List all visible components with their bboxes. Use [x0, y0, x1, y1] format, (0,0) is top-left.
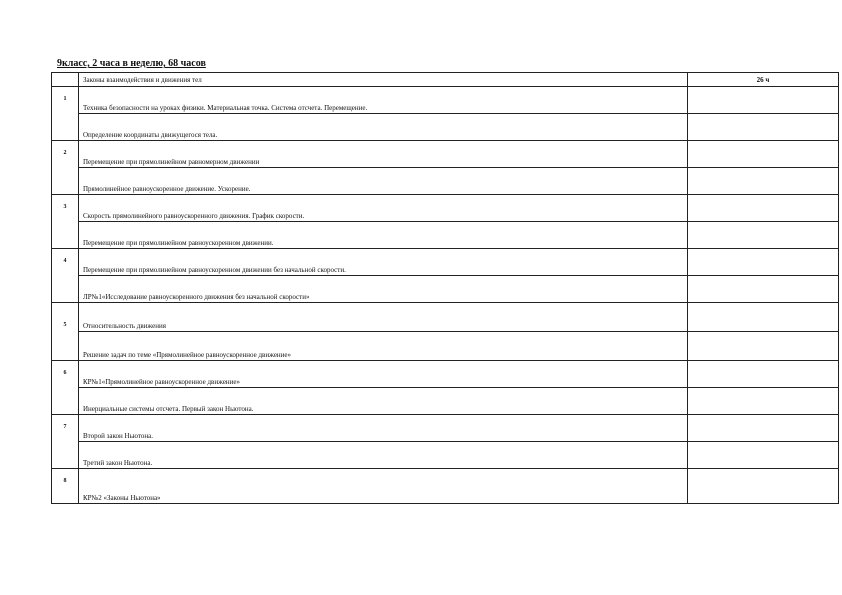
table-row — [52, 361, 839, 388]
table-row — [52, 195, 839, 222]
table-row — [52, 415, 839, 442]
lesson-number: 5 — [52, 303, 79, 361]
lesson-hours-cell — [688, 168, 839, 195]
table-row — [52, 388, 839, 415]
table-row — [52, 87, 839, 114]
lesson-plan-table — [51, 72, 839, 504]
lesson-hours-cell — [688, 141, 839, 168]
lesson-number: 1 — [52, 87, 79, 141]
section-number-cell — [52, 73, 79, 87]
lesson-topic: Инерциальные системы отсчета. Первый закон Ньютона. — [79, 388, 688, 415]
lesson-hours-cell — [688, 249, 839, 276]
lesson-topic: Перемещение при прямолинейном равноускоренном движении без начальной скорости. — [79, 249, 688, 276]
lesson-hours-cell — [688, 87, 839, 114]
lesson-hours-cell — [688, 415, 839, 442]
lesson-number: 3 — [52, 195, 79, 249]
lesson-hours-cell — [688, 361, 839, 388]
lesson-topic: Скорость прямолинейного равноускоренного движения. График скорости. — [79, 195, 688, 222]
lesson-hours-cell — [688, 332, 839, 361]
lesson-hours-cell — [688, 276, 839, 303]
table-row — [52, 442, 839, 469]
lesson-number: 7 — [52, 415, 79, 469]
lesson-hours-cell — [688, 303, 839, 332]
lesson-number: 2 — [52, 141, 79, 195]
lesson-hours-cell — [688, 195, 839, 222]
table-row — [52, 141, 839, 168]
table-row — [52, 303, 839, 332]
lesson-topic: Относительность движения — [79, 303, 688, 332]
table-row — [52, 222, 839, 249]
section-title: Законы взаимодействия и движения тел — [79, 73, 688, 87]
lesson-topic: ЛР№1«Исследование равноускоренного движения без начальной скорости» — [79, 276, 688, 303]
lesson-number: 6 — [52, 361, 79, 415]
lesson-topic: Второй закон Ньютона. — [79, 415, 688, 442]
lesson-hours-cell — [688, 388, 839, 415]
table-row — [52, 168, 839, 195]
lesson-hours-cell — [688, 114, 839, 141]
lesson-topic: КР№1«Прямолинейное равноускоренное движение» — [79, 361, 688, 388]
lesson-hours-cell — [688, 442, 839, 469]
table-row — [52, 114, 839, 141]
section-hours: 26 ч — [688, 73, 839, 87]
lesson-topic: Третий закон Ньютона. — [79, 442, 688, 469]
lesson-topic: КР№2 «Законы Ньютона» — [79, 469, 688, 504]
lesson-topic: Прямолинейное равноускоренное движение. Ускорение. — [79, 168, 688, 195]
lesson-hours-cell — [688, 222, 839, 249]
section-header-row — [52, 73, 839, 87]
lesson-topic: Перемещение при прямолинейном равноускоренном движении. — [79, 222, 688, 249]
table-row — [52, 469, 839, 504]
lesson-topic: Решение задач по теме «Прямолинейное равноускоренное движение» — [79, 332, 688, 361]
lesson-topic: Техника безопасности на уроках физики. Материальная точка. Система отсчета. Перемещение. — [79, 87, 688, 114]
table-row — [52, 276, 839, 303]
lesson-hours-cell — [688, 469, 839, 504]
lesson-topic: Перемещение при прямолинейном равномерном движении — [79, 141, 688, 168]
page-caption: 9класс, 2 часа в неделю, 68 часов — [57, 58, 206, 69]
lesson-number: 8 — [52, 469, 79, 504]
lesson-number: 4 — [52, 249, 79, 303]
table-row — [52, 249, 839, 276]
lesson-topic: Определение координаты движущегося тела. — [79, 114, 688, 141]
table-row — [52, 332, 839, 361]
